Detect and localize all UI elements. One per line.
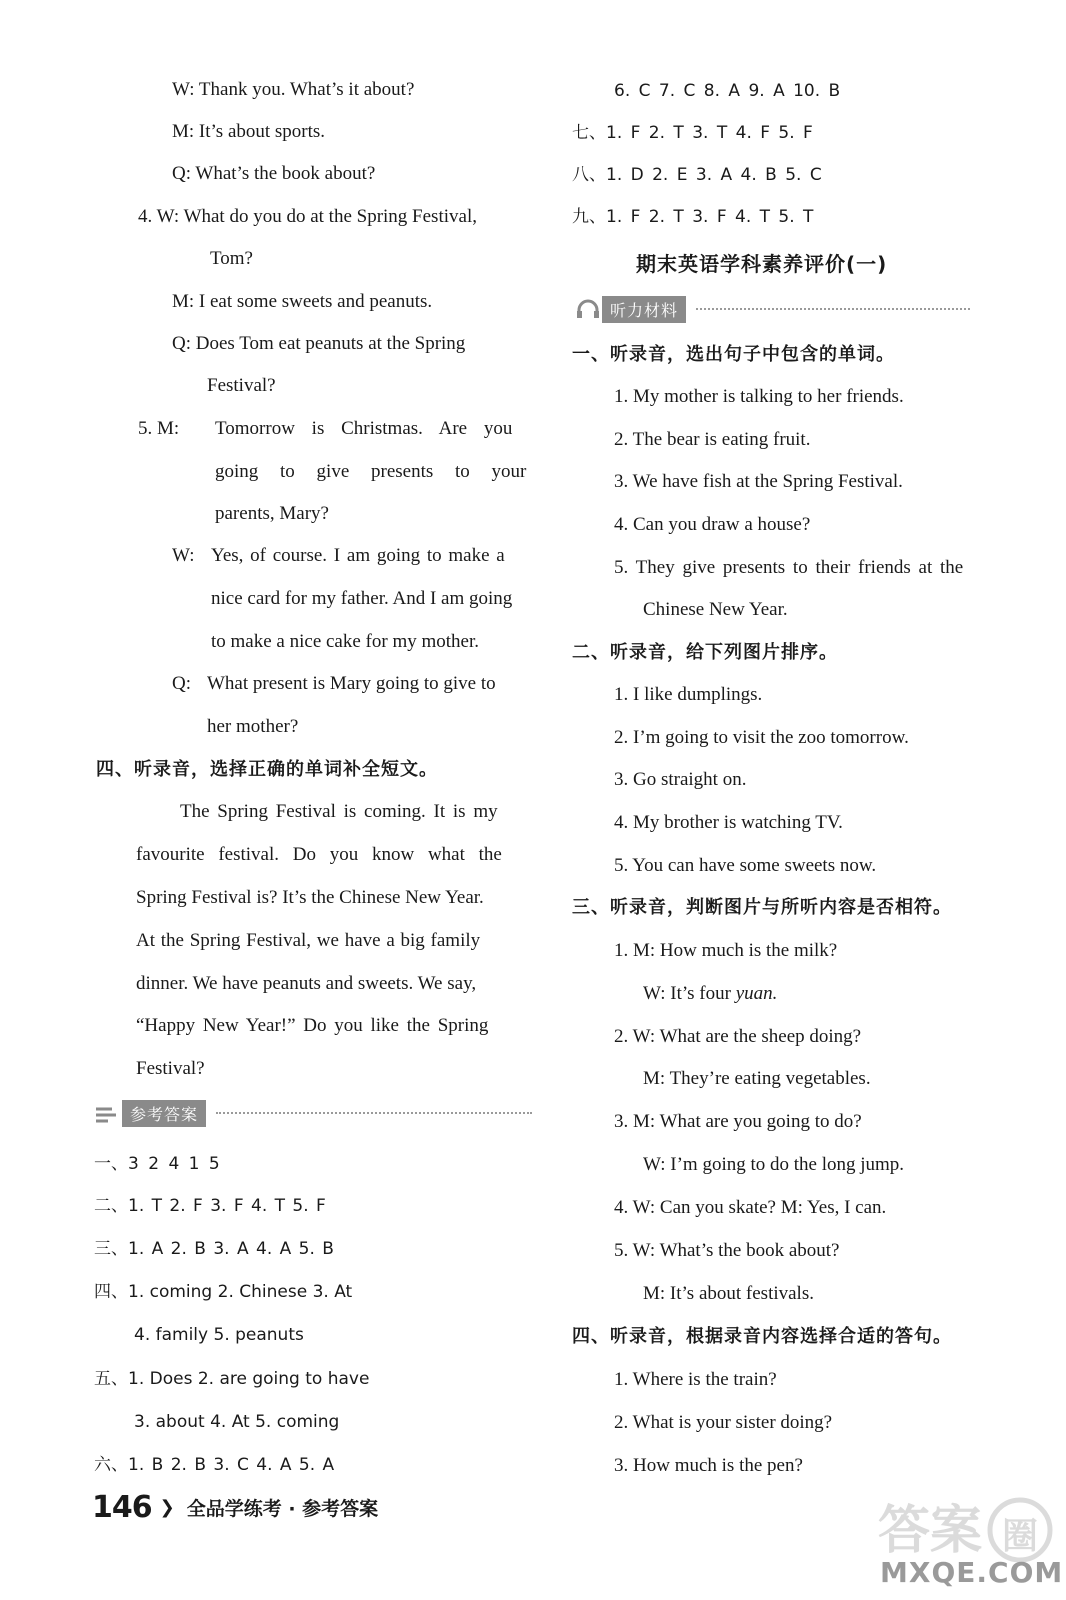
item-line: 2. W: What are the sheep doing?	[614, 1026, 862, 1047]
dialog-line: parents, Mary?	[215, 503, 329, 524]
passage-line: Festival?	[136, 1058, 205, 1079]
item-line: W: I’m going to do the long jump.	[643, 1154, 905, 1175]
item-line: 1. My mother is talking to her friends.	[614, 386, 904, 407]
item-line	[643, 982, 777, 1006]
item-line: 4. My brother is watching TV.	[614, 812, 843, 833]
passage-line: favourite festival. Do you know what the	[136, 844, 502, 865]
item-line: M: It’s about festivals.	[643, 1283, 814, 1304]
item-line: 2. The bear is eating fruit.	[614, 429, 811, 450]
passage-line: At the Spring Festival, we have a big family	[136, 930, 481, 951]
item-text: W: It’s four	[643, 983, 736, 1004]
answer-line: 四、1. coming 2. Chinese 3. At	[94, 1282, 353, 1302]
item-line: 1. I like dumplings.	[614, 684, 763, 705]
passage-line: “Happy New Year!” Do you like the Spring	[136, 1015, 489, 1036]
passage-line: dinner. We have peanuts and sweets. We say,	[136, 973, 477, 994]
dialog-speaker: W:	[172, 545, 195, 566]
dialog-text: Tomorrow is Christmas. Are you	[215, 418, 513, 439]
item-line: M: They’re eating vegetables.	[643, 1068, 871, 1089]
dialog-line: M: I eat some sweets and peanuts.	[172, 291, 433, 312]
answer-line: 六、1. B 2. B 3. C 4. A 5. A	[94, 1455, 335, 1475]
page-footer	[92, 1490, 378, 1525]
dialog-line: to make a nice cake for my mother.	[211, 631, 480, 652]
dialog-line: Tom?	[210, 248, 253, 269]
item-line: 3. We have fish at the Spring Festival.	[614, 471, 903, 492]
banner-label: 听力材料	[602, 296, 686, 323]
answer-line: 三、1. A 2. B 3. A 4. A 5. B	[94, 1239, 334, 1259]
item-line: 4. Can you draw a house?	[614, 514, 811, 535]
section-heading: 三、听录音，判断图片与所听内容是否相符。	[572, 897, 952, 918]
item-line: 5. W: What’s the book about?	[614, 1240, 840, 1261]
answer-line: 4. family 5. peanuts	[134, 1325, 304, 1345]
footer-text: 全品学练考 · 参考答案	[186, 1498, 379, 1520]
dialog-line: Yes, of course. I am going to make a	[211, 545, 505, 566]
dialog-line: M: It’s about sports.	[172, 121, 326, 142]
item-line: 2. What is your sister doing?	[614, 1412, 833, 1433]
section-heading: 四、听录音，根据录音内容选择合适的答句。	[572, 1326, 952, 1347]
dialog-line: 4. W: What do you do at the Spring Festival,	[138, 206, 477, 227]
answer-line: 3. about 4. At 5. coming	[134, 1412, 340, 1432]
watermark-text: MXQE.COM	[880, 1556, 1064, 1589]
svg-text:圈: 圈	[1002, 1516, 1039, 1557]
divider	[696, 308, 970, 310]
item-text-italic: yuan.	[735, 983, 778, 1004]
headphones-icon	[574, 299, 602, 319]
section-heading: 一、听录音，选出句子中包含的单词。	[572, 344, 895, 365]
answer-line: 二、1. T 2. F 3. F 4. T 5. F	[94, 1196, 326, 1216]
dialog-speaker: Q:	[172, 673, 191, 694]
answer-line: 6. C 7. C 8. A 9. A 10. B	[614, 81, 841, 101]
item-line: 4. W: Can you skate? M: Yes, I can.	[614, 1197, 887, 1218]
divider	[216, 1112, 532, 1114]
answer-key-icon	[94, 1103, 122, 1123]
dialog-line: nice card for my father. And I am going	[211, 588, 513, 609]
item-line: 1. Where is the train?	[614, 1369, 777, 1390]
answer-line: 九、1. F 2. T 3. F 4. T 5. T	[572, 207, 814, 227]
dialog-speaker: 5. M:	[138, 418, 180, 439]
dialog-line: Q: What’s the book about?	[172, 163, 376, 184]
item-line: 3. How much is the pen?	[614, 1455, 803, 1476]
answers-banner	[94, 1100, 532, 1126]
listening-banner	[574, 296, 970, 322]
passage-line: Spring Festival is? It’s the Chinese New Year.	[136, 887, 484, 908]
item-line: 3. M: What are you going to do?	[614, 1111, 862, 1132]
section-heading: 二、听录音，给下列图片排序。	[572, 642, 838, 663]
item-line: Chinese New Year.	[643, 599, 788, 620]
answer-line: 一、3 2 4 1 5	[94, 1154, 220, 1174]
item-line: 2. I’m going to visit the zoo tomorrow.	[614, 727, 909, 748]
page-number: 146	[92, 1490, 152, 1525]
dialog-line	[215, 417, 527, 441]
item-line: 3. Go straight on.	[614, 769, 747, 790]
section-heading: 四、听录音，选择正确的单词补全短文。	[96, 759, 438, 780]
chevron-right-icon: ❯	[159, 1497, 175, 1518]
item-line: 5. You can have some sweets now.	[614, 855, 877, 876]
answer-line: 五、1. Does 2. are going to have	[94, 1369, 370, 1389]
exam-title: 期末英语学科素养评价(一)	[636, 252, 888, 276]
dialog-line: going to give presents to your	[215, 461, 527, 482]
svg-text:答案: 答案	[878, 1501, 983, 1561]
answer-line: 八、1. D 2. E 3. A 4. B 5. C	[572, 165, 822, 185]
dialog-line: What present is Mary going to give to	[207, 673, 496, 694]
dialog-line: Q: Does Tom eat peanuts at the Spring	[172, 333, 466, 354]
dialog-line: W: Thank you. What’s it about?	[172, 79, 415, 100]
passage-line: The Spring Festival is coming. It is my	[180, 801, 498, 822]
dialog-line: Festival?	[207, 375, 276, 396]
item-line: 5. They give presents to their friends at the	[614, 557, 964, 578]
banner-label: 参考答案	[122, 1100, 206, 1127]
dialog-line: her mother?	[207, 716, 299, 737]
item-line: 1. M: How much is the milk?	[614, 940, 838, 961]
answer-line: 七、1. F 2. T 3. T 4. F 5. F	[572, 123, 813, 143]
